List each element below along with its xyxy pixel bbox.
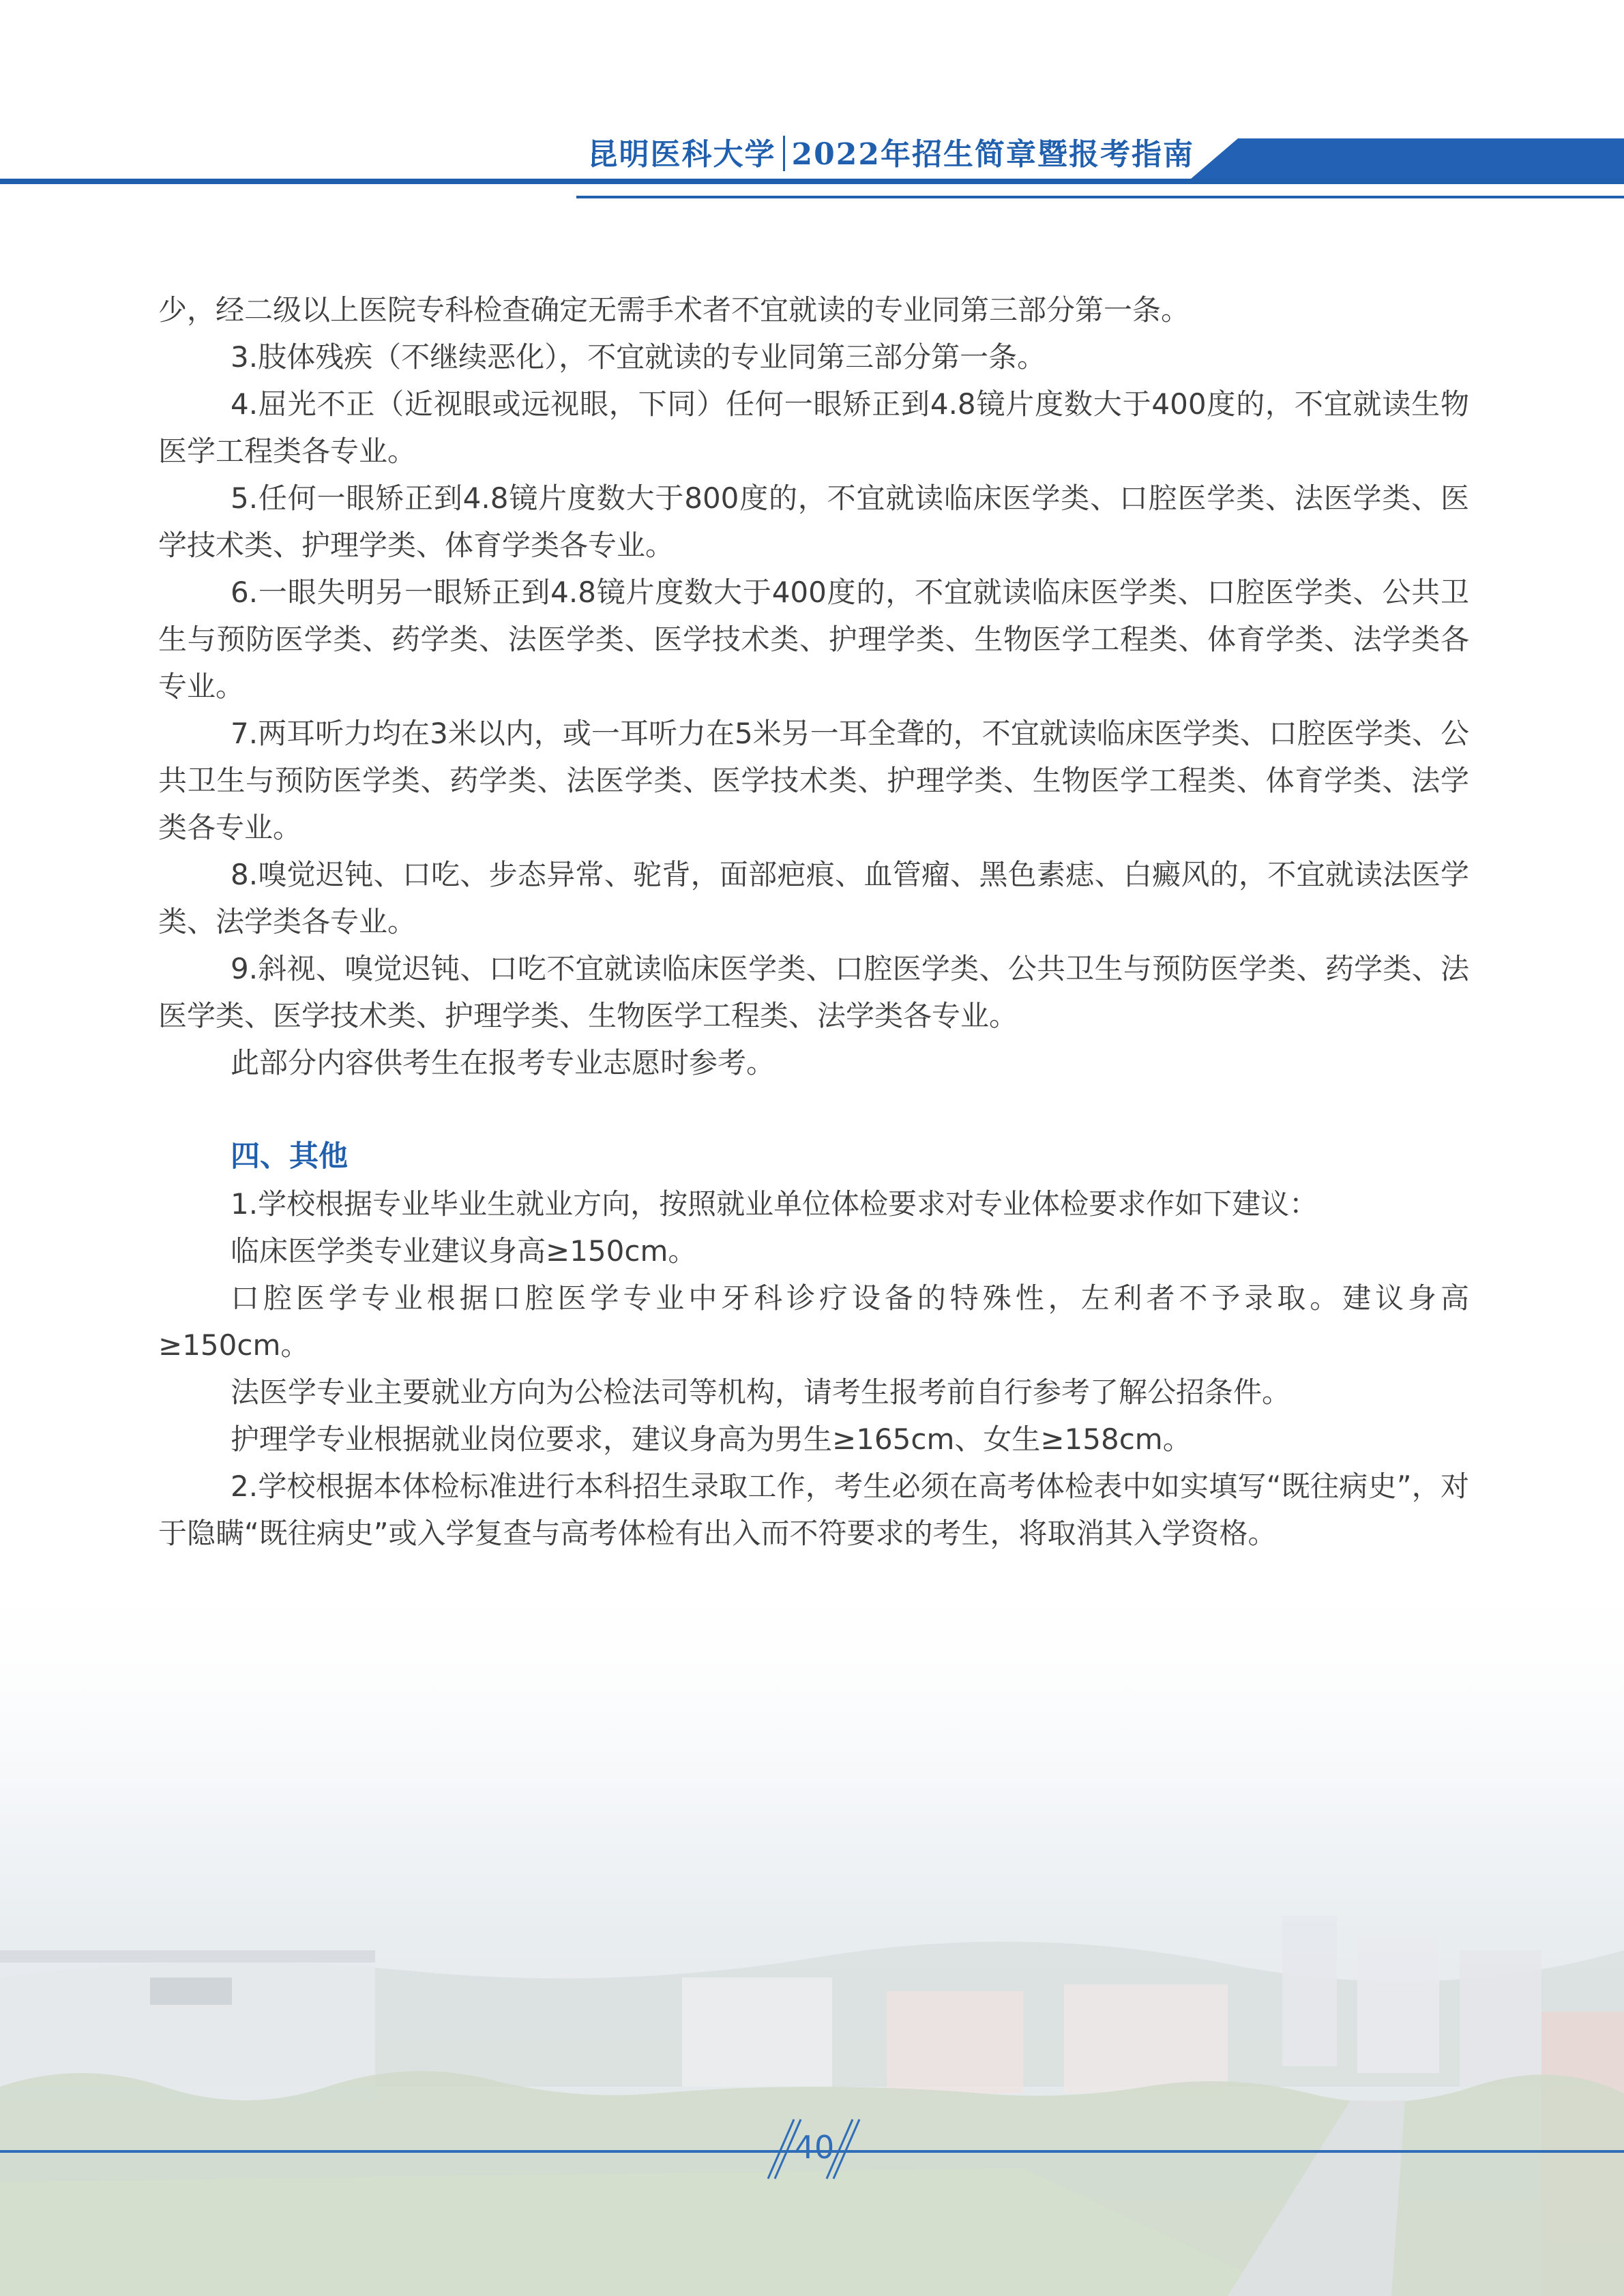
page-number: 40 bbox=[794, 2129, 835, 2166]
paragraph-nursing: 护理学专业根据就业岗位要求，建议身高为男生≥165cm、女生≥158cm。 bbox=[231, 1422, 1192, 1456]
paragraph-item-6: 6.一眼失明另一眼矫正到4.8镜片度数大于400度的，不宜就读临床医学类、口腔医学类、公共卫生与预防医学类、药学类、法医学类、医学技术类、护理学类、生物医学工程类、体育学类、法学类各专业。 bbox=[158, 576, 1469, 703]
campus-background-image bbox=[0, 1568, 1624, 2296]
page-number-block bbox=[763, 2114, 865, 2182]
paragraph-dental: 口腔医学专业根据口腔医学专业中牙科诊疗设备的特殊性，左利者不予录取。建议身高≥150cm。 bbox=[158, 1281, 1469, 1362]
paragraph-item-5: 5.任何一眼矫正到4.8镜片度数大于800度的，不宜就读临床医学类、口腔医学类、法医学类、医学技术类、护理学类、体育学类各专业。 bbox=[158, 481, 1469, 562]
paragraph-note: 此部分内容供考生在报考专业志愿时参考。 bbox=[231, 1046, 776, 1079]
paragraph-other-1: 1.学校根据专业毕业生就业方向，按照就业单位体检要求对专业体检要求作如下建议： bbox=[231, 1187, 1318, 1221]
paragraph-item-4: 4.屈光不正（近视眼或远视眼，下同）任何一眼矫正到4.8镜片度数大于400度的，不宜就读生物医学工程类各专业。 bbox=[158, 387, 1469, 468]
header-thin-rule bbox=[576, 196, 1624, 198]
university-name: 昆明医科大学 bbox=[587, 137, 776, 172]
header-accent-wedge bbox=[1190, 138, 1624, 179]
page-header bbox=[0, 0, 1624, 225]
header-rule bbox=[0, 179, 1624, 184]
paragraph-forensic: 法医学专业主要就业方向为公检法司等机构，请考生报考前自行参考了解公招条件。 bbox=[231, 1375, 1291, 1409]
paragraph-item-3: 3.肢体残疾（不继续恶化），不宜就读的专业同第三部分第一条。 bbox=[231, 340, 1046, 374]
section-title-other: 四、其他 bbox=[231, 1139, 348, 1174]
guide-title: 2022年招生简章暨报考指南 bbox=[791, 137, 1194, 172]
main-content bbox=[158, 286, 1469, 1557]
paragraph-item-8: 8.嗅觉迟钝、口吃、步态异常、驼背，面部疤痕、血管瘤、黑色素痣、白癜风的，不宜就读法医学类、法学类各专业。 bbox=[158, 858, 1469, 938]
paragraph-item-9: 9.斜视、嗅觉迟钝、口吃不宜就读临床医学类、口腔医学类、公共卫生与预防医学类、药学类、法医学类、医学技术类、护理学类、生物医学工程类、法学类各专业。 bbox=[158, 952, 1469, 1032]
paragraph-other-2: 2.学校根据本体检标准进行本科招生录取工作，考生必须在高考体检表中如实填写“既往病史”，对于隐瞒“既往病史”或入学复查与高考体检有出入而不符要求的考生，将取消其入学资格。 bbox=[158, 1470, 1469, 1550]
header-separator bbox=[783, 136, 785, 171]
paragraph-clinical-height: 临床医学类专业建议身高≥150cm。 bbox=[231, 1234, 697, 1268]
paragraph-item-7: 7.两耳听力均在3米以内，或一耳听力在5米另一耳全聋的，不宜就读临床医学类、口腔医学类、公共卫生与预防医学类、药学类、法医学类、医学技术类、护理学类、生物医学工程类、体育学类、法学类各专业。 bbox=[158, 717, 1469, 844]
header-title bbox=[588, 130, 1194, 173]
paragraph-continued: 少，经二级以上医院专科检查确定无需手术者不宜就读的专业同第三部分第一条。 bbox=[158, 293, 1190, 327]
